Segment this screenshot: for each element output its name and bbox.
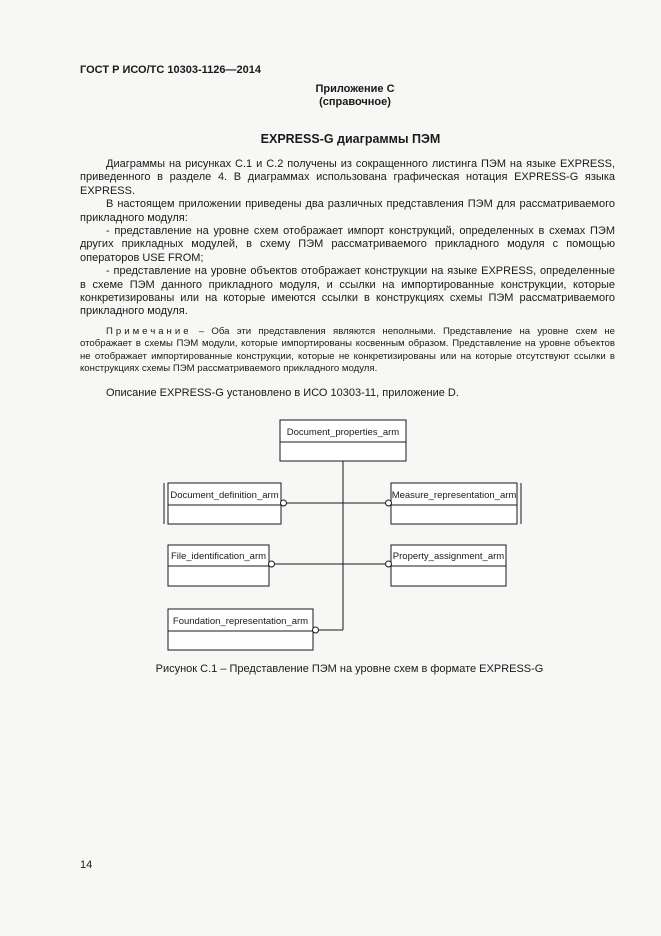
- page-number: 14: [80, 859, 93, 871]
- box-label-left3: Foundation_representation_arm: [172, 616, 309, 627]
- box-document-definition: [164, 483, 281, 524]
- note-label: Примечание: [106, 326, 192, 337]
- box-measure-representation: [391, 483, 521, 524]
- box-label-left1: Document_definition_arm: [170, 490, 279, 501]
- connector-circle-left3: [313, 627, 319, 633]
- box-label-top: Document_properties_arm: [286, 427, 400, 438]
- paragraph-2: В настоящем приложении приведены два различных представления ПЭМ для рассматриваемого прикладного модуля:: [80, 198, 615, 224]
- document-code: ГОСТ Р ИСО/ТС 10303-1126—2014: [80, 64, 261, 76]
- box-foundation-representation: [168, 609, 313, 650]
- paragraph-3: - представление на уровне схем отображает импорт конструкций, определенных в схемах ПЭМ других прикладных модулей, в схему ПЭМ рассматриваемого прикладного модуля с помощью операторов USE FROM;: [80, 225, 615, 264]
- box-property-assignment: [391, 545, 506, 586]
- box-file-identification: [168, 545, 269, 586]
- express-g-description: Описание EXPRESS-G установлено в ИСО 10303-11, приложение D.: [106, 387, 459, 399]
- section-title: EXPRESS-G диаграммы ПЭМ: [260, 132, 441, 146]
- box-document-properties: [280, 420, 406, 461]
- connector-circle-right2: [386, 561, 392, 567]
- connector-circle-left1: [281, 500, 287, 506]
- note-text: Оба эти представления являются неполными. Представление на уровне схем не отображает в схемы ПЭМ модули, которые импортированы косвенным образом. Представление на уровне объектов не отображает импортированные конструкции, которые не конкретизированы или на которые отсутствуют ссылки в конструкциях схемы ПЭМ рассматриваемого прикладного модуля.: [80, 326, 615, 375]
- box-label-left2: File_identification_arm: [170, 551, 267, 562]
- appendix-title: Приложение С: [315, 83, 395, 95]
- appendix-type: (справочное): [319, 96, 391, 108]
- box-label-right1: Measure_representation_arm: [391, 490, 517, 501]
- paragraph-1: Диаграммы на рисунках С.1 и С.2 получены из сокращенного листинга ПЭМ на языке EXPRESS, приведенного в разделе 4. В диаграммах использована графическая нотация EXPRESS-G языка EXPRESS.: [80, 158, 615, 197]
- figure-caption: Рисунок С.1 – Представление ПЭМ на уровне схем в формате EXPRESS-G: [155, 663, 544, 675]
- box-label-right2: Property_assignment_arm: [392, 551, 505, 562]
- note-dash: –: [191, 326, 212, 337]
- paragraph-4: - представление на уровне объектов отображает конструкции на языке EXPRESS, определенные в схеме ПЭМ данного прикладного модуля, и ссылки на импортированные конструкции, которые конкретизированы или на которые имеются ссылки в конструкциях схемы ПЭМ рассматриваемого прикладного модуля.: [80, 265, 615, 318]
- connector-circle-right1: [386, 500, 392, 506]
- connector-circle-left2: [269, 561, 275, 567]
